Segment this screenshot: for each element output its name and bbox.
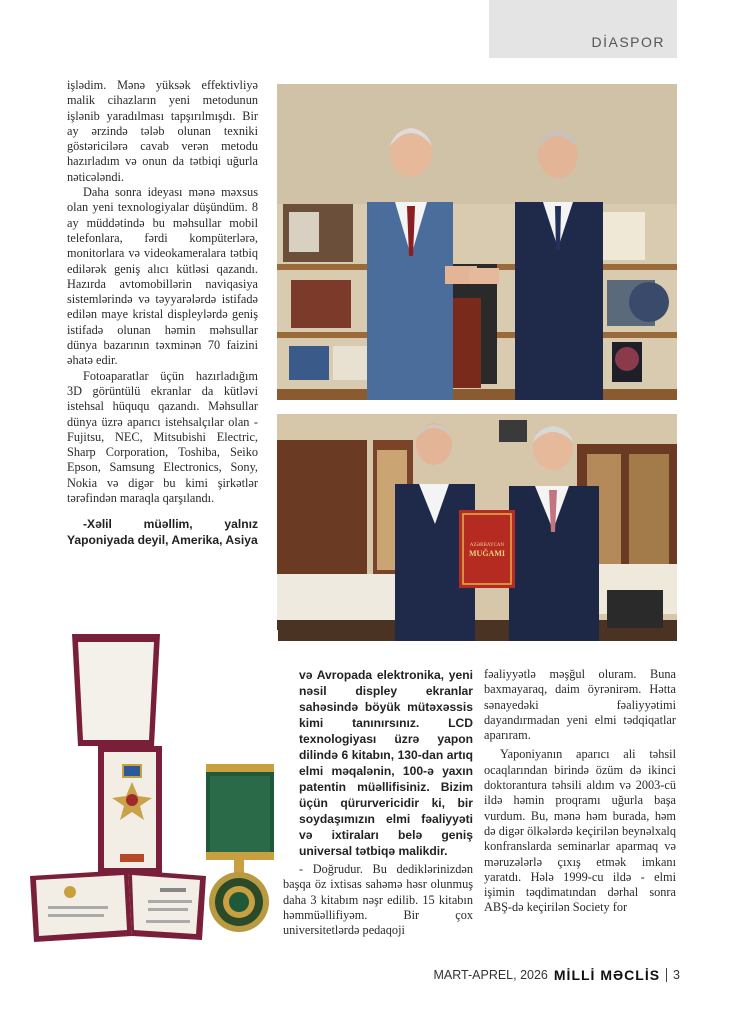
awards-image: [28, 630, 278, 945]
page-footer: [433, 967, 680, 983]
left-paragraph-1: işlədim. Mənə yüksək effektivliyə malik cihazların yeni metodunun işlənib yaradılması tapşırılmışdı. Bir ay ərzində tələb olunan texniki göstəricilərə cavab verən metodu hazırladım və onun da tətbiqi uğurla nəticələndi.: [67, 78, 258, 184]
left-question: -Xəlil müəllim, yalnız Yaponiyada deyil, Amerika, Asiya: [67, 517, 258, 548]
photo-handshake-office: [277, 84, 677, 400]
footer-issue: MART-APREL, 2026: [433, 968, 548, 982]
left-paragraph-3: Fotoaparatlar üçün hazırladığım 3D görüntülü ekranlar da kütləvi istehsal hüququ qazandı. Məhsullar dünya üzrə aparıcı istehsalçılar olan - Fujitsu, NEC, Mitsubishi Electric, Sharp Corporation, Toshiba, Seiko Epson, Samsung Electronics, Sony, Nokia və digər bu kimi şirkətlər tərəfindən maraqla qarşılandı.: [67, 368, 258, 506]
footer-magazine-name: MİLLİ MƏCLİS: [553, 967, 661, 983]
middle-column: [283, 667, 473, 938]
photo-book-presentation: [277, 414, 677, 641]
section-label: DİASPOR: [591, 34, 665, 50]
photo-book-presentation-image: [277, 414, 677, 641]
left-column: [67, 78, 258, 548]
photo-awards: [28, 630, 278, 945]
footer-separator: [666, 968, 667, 982]
right-column: [484, 667, 676, 916]
right-paragraph-2: Yaponiyanın aparıcı ali təhsil ocaqlarından birində özüm də ikinci doktorantura təhsili aldım və 2003-cü ildə həmin proqramı uğurla başa vurdum. Bu, mənə həm burada, həm də digər ölkələrdə keçirilən beynəlxalq konfranslarda seminarlar aparmaq və məruzələrlə çıxış etmək imkanı yaratdı. Hələ 1999-cu ildə - elmi işimin təqdimatından dərhal sonra ABŞ-də keçirilən Society for: [484, 747, 676, 915]
page-number: 3: [673, 968, 680, 982]
book-cover-line-2: MUĞAMI: [469, 549, 505, 558]
middle-question: və Avropada elektronika, yeni nəsil displey ekranlar sahəsində böyük mütəxəssis kimi tanınırsınız. LCD texnologiyası üzrə yapon dilində 6 kitabın, 130-dan artıq elmi məqalənin, 100-ə yaxın patentin müəllifisiniz. Bizim üçün qürurvericidir ki, bir soydaşımızın elmi fəaliyyəti və ixtiraları belə geniş universal tətbiqə malikdir.: [299, 668, 473, 858]
middle-answer: - Doğrudur. Bu dediklərinizdən başqa öz ixtisas sahəmə həsr olunmuş daha 3 kitabım nəşr edilib. 15 kitabın həmmüəllifiyəm. Bir çox universitetlərdə pedaqoji: [283, 862, 473, 938]
right-paragraph-1: fəaliyyətlə məşğul oluram. Buna baxmayaraq, daim öyrənirəm. Hətta sənayedəki fəaliyyətimi dayandırmadan yeni elmi tədqiqatlar aparıram.: [484, 667, 676, 743]
left-paragraph-2: Daha sonra ideyası mənə məxsus olan yeni texnologiyalar düşündüm. 8 ay müddətində bu məhsullar mobil telefonlara, fərdi kompüterlərə, monitorlara və videokameralara tətbiq edilərək geniş alıcı kütləsi qazandı. Hazırda avtomobillərin naviqasiya sistemlərində və təyyarələrdə istifadə edilən maye kristal displeylərdə geniş istifadə olunan həmin məhsullar dünya bazarının təxminən 70 faizini əhatə edir.: [67, 185, 258, 368]
book-cover-line-1: AZƏRBAYCAN: [469, 543, 505, 548]
photo-handshake-office-image: [277, 84, 677, 400]
section-tab: [489, 0, 677, 58]
